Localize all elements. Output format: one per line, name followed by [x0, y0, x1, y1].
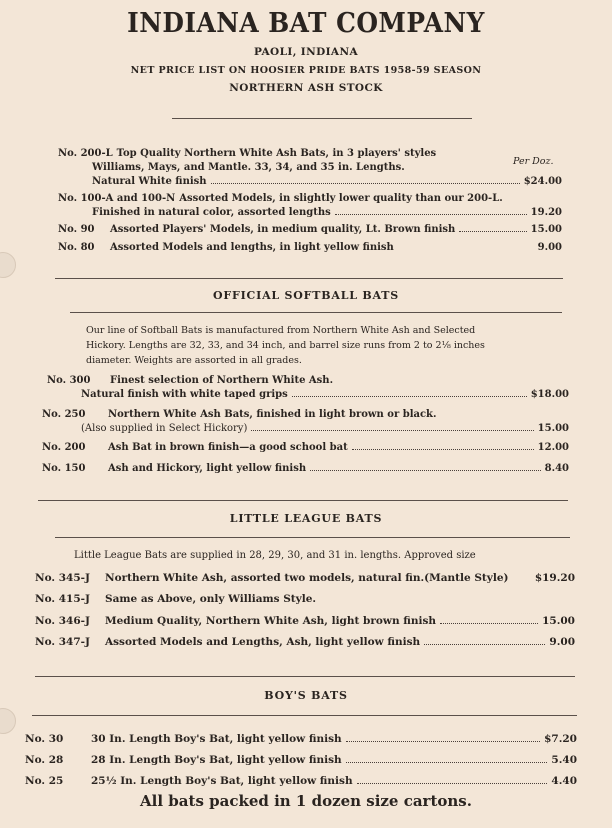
- item-description: Same as Above, only Williams Style.: [105, 593, 317, 605]
- item-345J: [35, 568, 575, 584]
- item-number: No. 100-A and 100-N: [58, 193, 176, 204]
- item-description: Ash and Hickory, light yellow finish: [108, 463, 307, 474]
- item-price: $19.20: [534, 572, 575, 584]
- divider: [32, 715, 577, 716]
- item-number: No. 300: [47, 375, 91, 386]
- softball-heading: OFFICIAL SOFTBALL BATS: [213, 289, 399, 302]
- per-doz-label: Per Doz.: [513, 156, 554, 167]
- item-price: 15.00: [537, 423, 569, 434]
- item-number: No. 250: [42, 409, 86, 420]
- item-description: Assorted Models, in slightly lower quality than our 200-L.: [179, 193, 503, 204]
- dot-leader: [292, 396, 527, 397]
- dot-leader: [310, 470, 541, 471]
- item-346J: [35, 611, 575, 627]
- divider: [172, 118, 472, 119]
- dot-leader: [424, 644, 545, 645]
- item-price: 5.40: [551, 754, 577, 766]
- item-28: [25, 750, 577, 766]
- item-90: [58, 219, 562, 235]
- item-number: No. 345-J: [35, 572, 90, 584]
- dot-leader: [346, 741, 540, 742]
- dot-leader: [352, 449, 534, 450]
- softball-intro-3: diameter. Weights are assorted in all grades.: [86, 355, 302, 366]
- softball-intro-2: Hickory. Lengths are 32, 33, and 34 inch, and barrel size runs from 2 to 2⅛ inches: [86, 340, 485, 351]
- item-price: 4.40: [551, 775, 577, 787]
- item-description: 25½ In. Length Boy's Bat, light yellow finish: [91, 775, 353, 787]
- item-price: $18.00: [530, 389, 569, 400]
- item-250-line2: [81, 418, 569, 434]
- footer-note: All bats packed in 1 dozen size cartons.: [140, 792, 472, 810]
- item-price: 12.00: [537, 442, 569, 453]
- item-price: 8.40: [544, 463, 569, 474]
- item-200: [42, 437, 569, 453]
- item-number: No. 150: [42, 463, 86, 474]
- item-description: Northern White Ash, assorted two models, natural fin.(Mantle Style): [105, 572, 509, 584]
- dot-leader: [335, 214, 527, 215]
- item-description: Top Quality Northern White Ash Bats, in 3 players' styles: [116, 148, 437, 159]
- divider: [55, 537, 570, 538]
- item-description: Assorted Models and lengths, in light yellow finish: [110, 242, 394, 253]
- item-price: 15.00: [542, 615, 575, 627]
- price-list-title: NET PRICE LIST ON HOOSIER PRIDE BATS 1958-59 SEASON: [130, 65, 482, 76]
- item-description: (Also supplied in Select Hickory): [81, 423, 248, 434]
- item-price: $24.00: [523, 176, 562, 187]
- item-price: 19.20: [530, 207, 562, 218]
- location: PAOLI, INDIANA: [253, 46, 359, 58]
- item-25: [25, 771, 577, 787]
- little-league-intro: Little League Bats are supplied in 28, 29, 30, and 31 in. lengths. Approved size: [74, 550, 476, 561]
- dot-leader: [251, 430, 533, 431]
- dot-leader: [346, 762, 548, 763]
- item-100A-line2: [92, 202, 562, 218]
- item-price: 9.00: [537, 242, 562, 253]
- item-80: [58, 237, 562, 253]
- item-description: Williams, Mays, and Mantle. 33, 34, and 35 in. Lengths.: [92, 162, 405, 173]
- divider: [38, 500, 568, 501]
- softball-intro-1: Our line of Softball Bats is manufactured from Northern White Ash and Selected: [86, 325, 476, 336]
- item-description: Natural finish with white taped grips: [81, 389, 288, 400]
- item-number: No. 347-J: [35, 636, 90, 648]
- item-price: 9.00: [549, 636, 575, 648]
- item-description: Ash Bat in brown finish—a good school bat: [108, 442, 348, 453]
- item-number: No. 415-J: [35, 593, 90, 605]
- item-number: No. 30: [25, 733, 64, 745]
- dot-leader: [211, 183, 520, 184]
- item-number: No. 200-L: [58, 148, 113, 159]
- boys-heading: BOY'S BATS: [264, 689, 348, 702]
- divider: [55, 278, 563, 279]
- item-number: No. 28: [25, 754, 64, 766]
- item-description: Finished in natural color, assorted lengths: [92, 207, 331, 218]
- item-number: No. 80: [58, 242, 95, 253]
- item-description: 28 In. Length Boy's Bat, light yellow finish: [91, 754, 342, 766]
- item-30: [25, 729, 577, 745]
- item-price: $7.20: [544, 733, 577, 745]
- item-description: 30 In. Length Boy's Bat, light yellow finish: [91, 733, 342, 745]
- item-number: No. 90: [58, 224, 95, 235]
- divider: [70, 312, 562, 313]
- dot-leader: [459, 231, 526, 232]
- item-price: 15.00: [530, 224, 562, 235]
- divider: [35, 676, 575, 677]
- dot-leader: [440, 623, 538, 624]
- item-description: Northern White Ash Bats, finished in light brown or black.: [108, 409, 437, 420]
- item-number: No. 25: [25, 775, 64, 787]
- item-347J: [35, 632, 575, 648]
- little-league-heading: LITTLE LEAGUE BATS: [229, 512, 383, 525]
- item-number: No. 346-J: [35, 615, 90, 627]
- item-description: Assorted Players' Models, in medium quality, Lt. Brown finish: [110, 224, 456, 235]
- company-title: INDIANA BAT COMPANY: [127, 8, 485, 39]
- item-300-line2: [81, 384, 569, 400]
- item-description: Medium Quality, Northern White Ash, light brown finish: [105, 615, 437, 627]
- binder-hole-bottom: [0, 708, 16, 734]
- item-description: Finest selection of Northern White Ash.: [110, 375, 334, 386]
- item-number: No. 200: [42, 442, 86, 453]
- item-200L-line3: [92, 171, 562, 187]
- item-415J: [35, 589, 575, 605]
- item-description: Natural White finish: [92, 176, 207, 187]
- dot-leader: [357, 783, 548, 784]
- stock-subtitle: NORTHERN ASH STOCK: [229, 82, 383, 94]
- item-150: [42, 458, 569, 474]
- binder-hole-top: [0, 252, 16, 278]
- item-description: Assorted Models and Lengths, Ash, light yellow finish: [105, 636, 421, 648]
